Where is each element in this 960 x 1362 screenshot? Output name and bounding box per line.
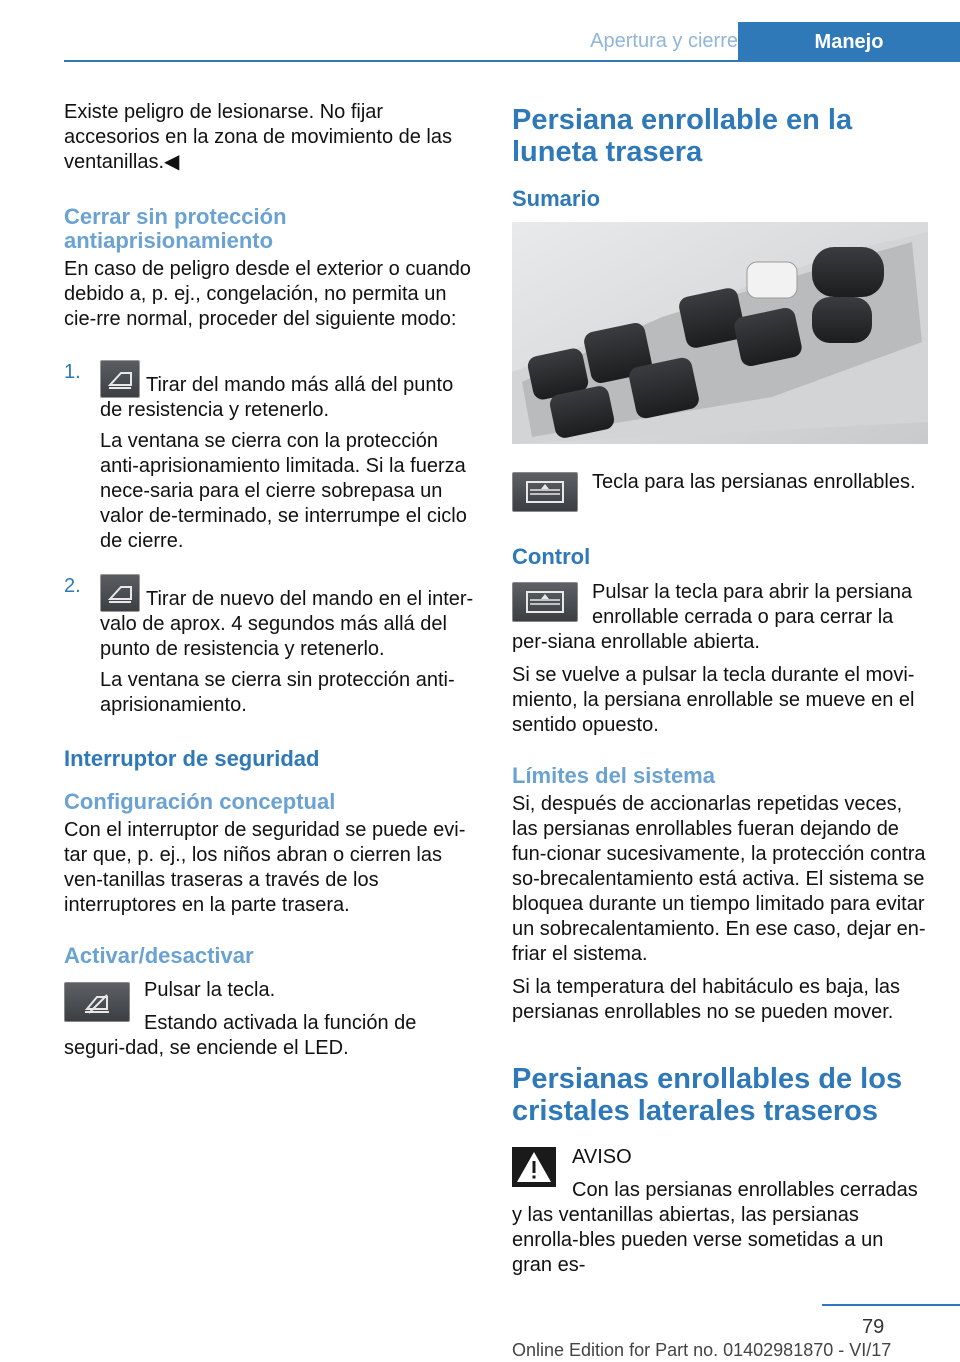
header-section-label[interactable]: Apertura y cierre [590, 30, 738, 52]
blind-button-icon [512, 582, 578, 622]
header-active-tab[interactable]: Manejo [738, 22, 960, 62]
page-header [64, 22, 960, 62]
warning-text: Con las persianas enrollables cerradas y las ventanillas abiertas, las persianas enrolla‐bles pueden verse sometidas a un gran es‐ [512, 1179, 918, 1276]
step-2-number: 2. [64, 575, 81, 597]
warning-label: AVISO [572, 1146, 632, 1168]
activate-step-1: Pulsar la tecla. [144, 979, 276, 1001]
door-switch-panel-photo [512, 222, 928, 444]
edition-note: Online Edition for Part no. 01402981870 - VI/17 [512, 1340, 892, 1360]
blind-button-icon [512, 472, 578, 512]
safety-switch-icon [64, 982, 130, 1022]
window-switch-icon [100, 574, 140, 612]
control-text-2: Si se vuelve a pulsar la tecla durante el movi‐miento, la persiana enrollable se mueve en el sentido opuesto. [512, 664, 915, 736]
heading-rear-window-blind: Persiana enrollable en la luneta trasera [512, 104, 853, 168]
activate-step-2: Estando activada la función de seguri‐dad, se enciende el LED. [64, 1012, 417, 1059]
step-1-text: Tirar del mando más allá del punto de resistencia y retenerlo. [100, 374, 454, 421]
step-1 [64, 360, 480, 554]
heading-side-window-blinds: Persianas enrollables de los cristales laterales traseros [512, 1063, 903, 1127]
left-column [64, 100, 480, 1069]
step-1-number: 1. [64, 361, 81, 383]
heading-system-limits: Límites del sistema [512, 763, 715, 788]
heading-summary: Sumario [512, 186, 601, 211]
concept-text: Con el interruptor de seguridad se puede evi‐tar que, p. ej., los niños abran o cierren las ven‐tanillas traseras a través de los interruptores en la parte trasera. [64, 819, 466, 916]
intro-text: Existe peligro de lesionarse. No fijar accesorios en la zona de movimiento de las ventanillas.◀ [64, 101, 452, 173]
heading-safety-switch: Interruptor de seguridad [64, 746, 320, 771]
heading-concept: Configuración conceptual [64, 789, 336, 814]
heading-close-without-protection: Cerrar sin protección antiaprisionamiento [64, 204, 287, 253]
page-number: 79 [862, 1316, 885, 1338]
header-rule [64, 60, 960, 62]
close-text: En caso de peligro desde el exterior o cuando debido a, p. ej., congelación, no permita un cie‐rre normal, proceder del siguiente modo: [64, 258, 471, 330]
step-2-text: Tirar de nuevo del mando en el inter‐valo de aprox. 4 segundos más allá del punto de resistencia y retenerlo. [100, 588, 474, 660]
step-2 [64, 574, 480, 718]
limits-text-1: Si, después de accionarlas repetidas veces, las persianas enrollables fueran dejando de fun‐cionar sucesivamente, la protección contra so‐brecalentamiento está activa. El sistema se bloquea durante un tiempo limitado para evitar un sobrecalentamiento. En ese caso, dejar en‐friar el sistema. [512, 793, 926, 965]
blind-button-caption: Tecla para las persianas enrollables. [592, 471, 916, 493]
heading-activate: Activar/desactivar [64, 943, 254, 968]
warning-icon [512, 1147, 556, 1187]
footer-rule [822, 1304, 960, 1306]
window-switch-icon [100, 360, 140, 398]
right-column [512, 100, 928, 1286]
heading-control: Control [512, 544, 591, 569]
step-2-note: La ventana se cierra sin protección anti‐aprisionamiento. [100, 669, 455, 716]
limits-text-2: Si la temperatura del habitáculo es baja, las persianas enrollables no se pueden mover. [512, 976, 901, 1023]
control-text-1: Pulsar la tecla para abrir la persiana enrollable cerrada o para cerrar la per‐siana enrollable abierta. [512, 581, 913, 653]
step-1-note: La ventana se cierra con la protección anti‐aprisionamiento limitada. Si la fuerza nece‐saria para el cierre sobrepasa un valor de‐terminado, se interrumpe el ciclo de cierre. [100, 430, 467, 552]
